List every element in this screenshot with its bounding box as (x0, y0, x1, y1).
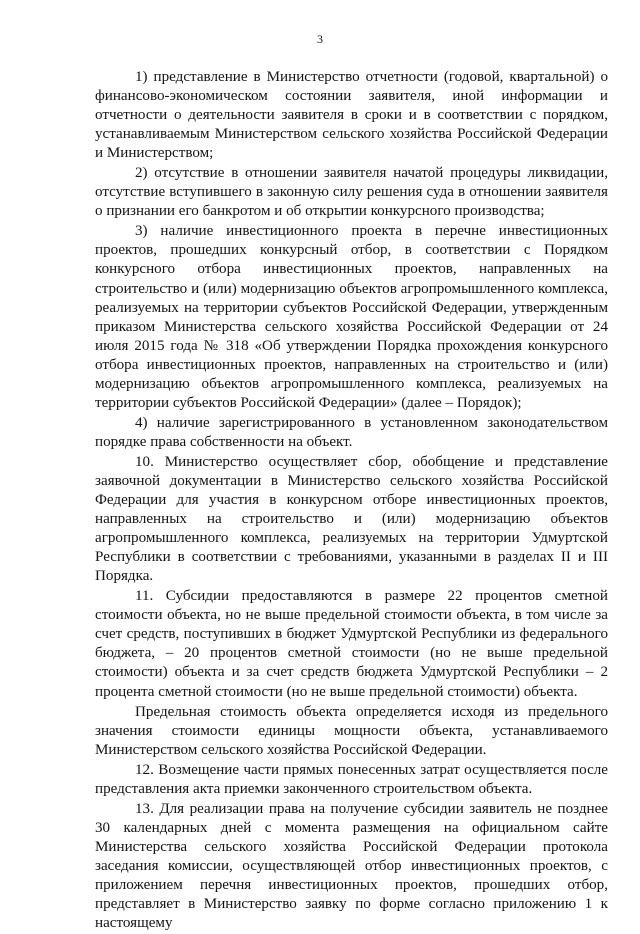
paragraph-marginal-cost: Предельная стоимость объекта определяется исходя из предельного значения стоимости единицы мощности объекта, устанавливаемого Министерством сельского хозяйства Российской Федерации. (95, 703, 608, 758)
paragraph-11: 11. Субсидии предоставляются в размере 22 процентов сметной стоимости объекта, но не выше предельной стоимости объекта, в том числе за счет средств, поступивших в бюджет Удмуртской Республики из федерального бюджета, – 20 процентов сметной стоимости (но не выше предельной стоимости) объекта и за счет средств бюджета Удмуртской Республики – 2 процента сметной стоимости (но не выше предельной стоимости) объекта. (95, 588, 608, 700)
paragraph-item-4: 4) наличие зарегистрированного в установленном законодательством порядке права собственности на объект. (95, 414, 608, 450)
paragraph-item-3: 3) наличие инвестиционного проекта в перечне инвестиционных проектов, прошедших конкурсный отбор, в соответствии с Порядком конкурсного отбора инвестиционных проектов, направленных на строительство и (или) модернизацию объектов агропромышленного комплекса, реализуемых на территории субъектов Российской Федерации, утвержденным приказом Министерства сельского хозяйства Российской Федерации от 24 июля 2015 года № 318 «Об утверждении Порядка прохождения конкурсного отбора инвестиционных проектов, направленных на строительство и (или) модернизацию объектов агропромышленного комплекса, реализуемых на территории субъектов Российской Федерации» (далее – Порядок); (95, 223, 608, 411)
paragraph-item-1: 1) представление в Министерство отчетности (годовой, квартальной) о финансово-экономическом состоянии заявителя, иной информации и отчетности о деятельности заявителя в сроки и в соответствии с порядком, устанавливаемым Министерством сельского хозяйства Российской Федерации и Министерством; (95, 69, 608, 162)
paragraph-12: 12. Возмещение части прямых понесенных затрат осуществляется после представления акта приемки законченного строительством объекта. (95, 761, 608, 797)
paragraph-item-2: 2) отсутствие в отношении заявителя начатой процедуры ликвидации, отсутствие вступившего в законную силу решения суда в отношении заявителя о признании его банкротом и об открытии конкурсного производства; (95, 165, 608, 220)
paragraph-13: 13. Для реализации права на получение субсидии заявитель не позднее 30 календарных дней с момента размещения на официальном сайте Министерства сельского хозяйства Российской Федерации протокола заседания комиссии, осуществляющей отбор инвестиционных проектов, с приложением перечня инвестиционных проектов, прошедших отбор, представляет в Министерство заявку по форме согласно приложению 1 к настоящему (95, 800, 608, 932)
document-body (95, 68, 608, 934)
page-number: 3 (317, 32, 323, 46)
paragraph-10: 10. Министерство осуществляет сбор, обобщение и представление заявочной документации в Министерство сельского хозяйства Российской Федерации для участия в конкурсном отборе инвестиционных проектов, направленных на строительство и (или) модернизацию объектов агропромышленного комплекса, реализуемых на территории Удмуртской Республики в соответствии с требованиями, указанными в разделах II и III Порядка. (95, 453, 608, 585)
